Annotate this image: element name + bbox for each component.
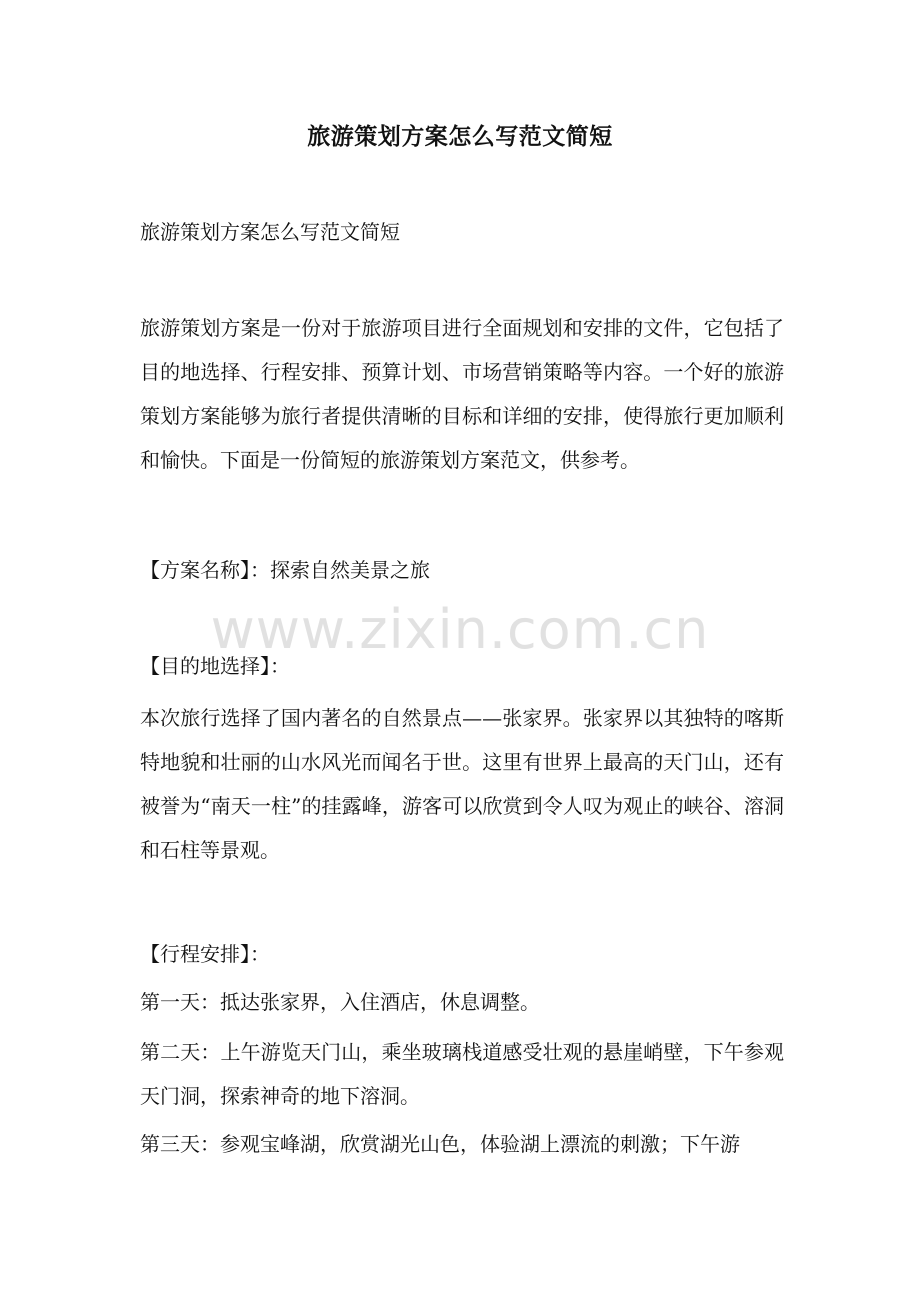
itinerary-day-1: 第一天：抵达张家界，入住酒店，休息调整。 (140, 990, 540, 1014)
destination-heading: 【目的地选择】： (140, 654, 290, 678)
watermark: www.zixin.com.cn (210, 598, 710, 661)
itinerary-day-3: 第三天：参观宝峰湖，欣赏湖光山色，体验湖上漂流的刺激；下午游 (140, 1132, 740, 1156)
itinerary-day-2: 第二天：上午游览天门山，乘坐玻璃栈道感受壮观的悬崖峭壁，下午参观天门洞，探索神奇的地下溶洞。 (140, 1040, 784, 1108)
destination-paragraph: 本次旅行选择了国内著名的自然景点——张家界。张家界以其独特的喀斯特地貌和壮丽的山水风光而闻名于世。这里有世界上最高的天门山，还有被誉为“南天一柱”的挂露峰，游客可以欣赏到令人叹为观止的峡谷、溶洞和石柱等景观。 (140, 706, 784, 862)
plan-name-line: 【方案名称】：探索自然美景之旅 (140, 558, 430, 582)
document-subtitle: 旅游策划方案怎么写范文简短 (140, 220, 400, 244)
itinerary-heading: 【行程安排】： (140, 942, 270, 966)
intro-paragraph: 旅游策划方案是一份对于旅游项目进行全面规划和安排的文件，它包括了目的地选择、行程安排、预算计划、市场营销策略等内容。一个好的旅游策划方案能够为旅行者提供清晰的目标和详细的安排，使得旅行更加顺利和愉快。下面是一份简短的旅游策划方案范文，供参考。 (140, 316, 784, 472)
document-title: 旅游策划方案怎么写范文简短 (307, 123, 613, 150)
